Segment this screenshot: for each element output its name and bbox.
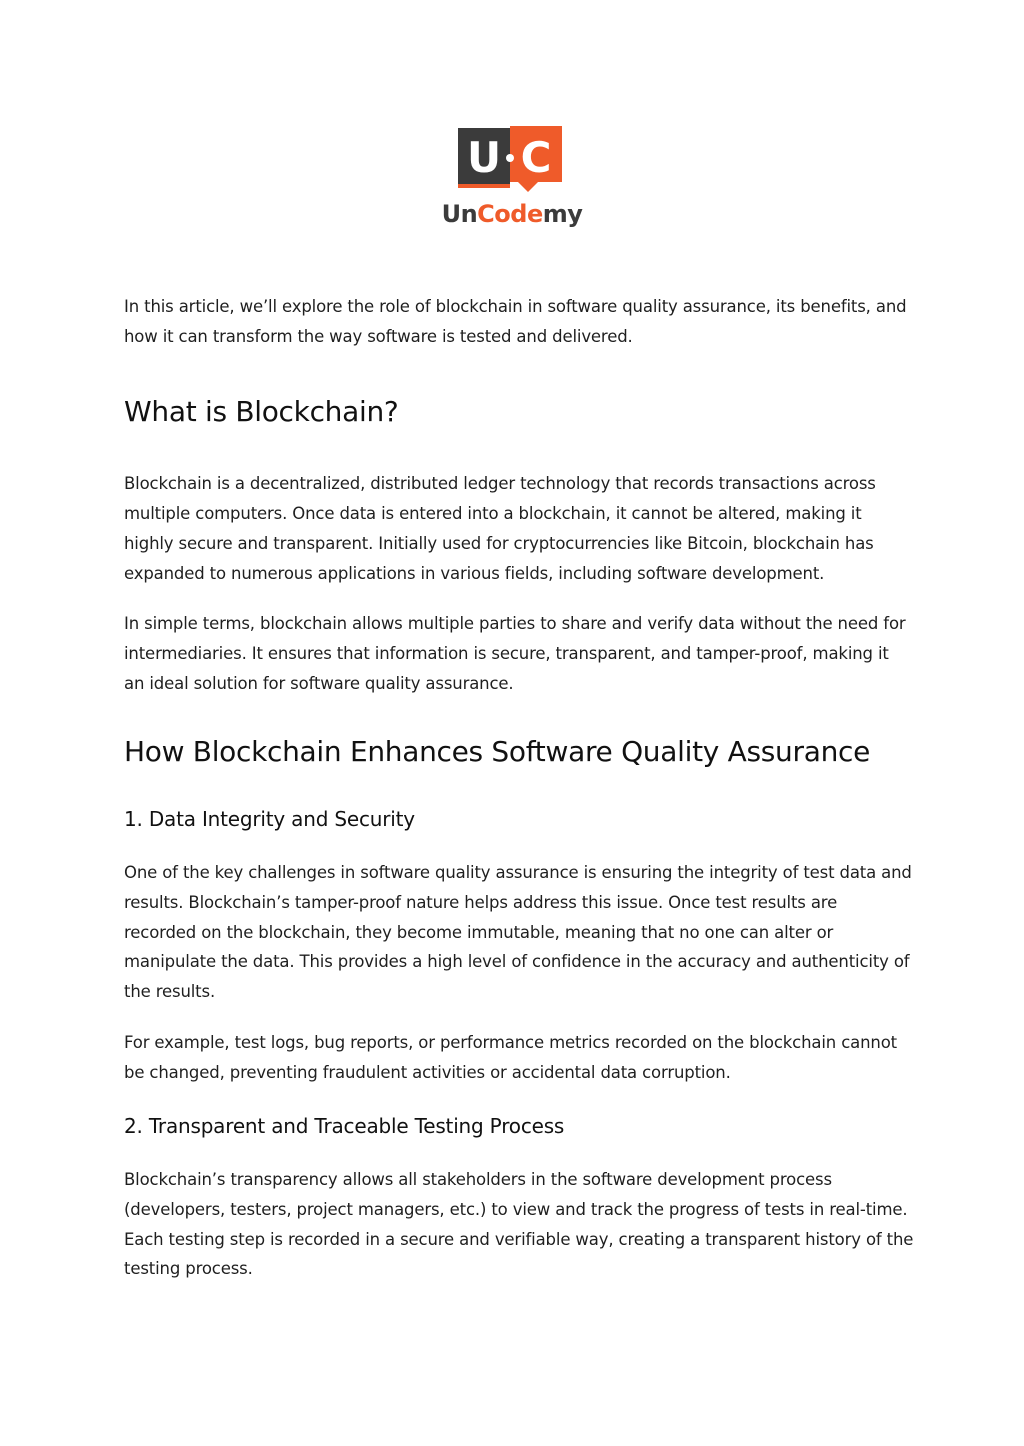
data-integrity-paragraph-2: For example, test logs, bug reports, or performance metrics recorded on the blockchain cannot be changed, preventing fraudulent activities or accidental data corruption.: [124, 1032, 897, 1082]
subheading-transparent-testing: 2. Transparent and Traceable Testing Process: [124, 1114, 565, 1139]
subheading-data-integrity: 1. Data Integrity and Security: [124, 807, 415, 832]
what-paragraph-2: In simple terms, blockchain allows multiple parties to share and verify data without the need for intermediaries. It ensures that information is secure, transparent, and tamper-proof, making it an ideal solution for software quality assurance.: [124, 614, 906, 693]
data-integrity-paragraph-1: One of the key challenges in software quality assurance is ensuring the integrity of test data and results. Blockchain’s tamper-proof nature helps address this issue. Once test results are recorded on the blockchain, they become immutable, meaning that no one can alter or manipulate the data. This provides a high level of confidence in the accuracy and authenticity of the results.: [124, 863, 912, 1002]
logo-wordmark-un: Un: [441, 200, 478, 228]
logo-wordmark-code: Code: [477, 200, 543, 228]
logo-mark-right: C: [520, 133, 552, 182]
transparent-testing-paragraph-1: Blockchain’s transparency allows all stakeholders in the software development process (developers, testers, project managers, etc.) to view and track the progress of tests in real-time. Each testing step is recorded in a secure and verifiable way, creating a transparent history of the testing process.: [124, 1170, 914, 1279]
heading-what-is-blockchain: What is Blockchain?: [124, 395, 399, 429]
logo-wordmark: [442, 200, 584, 228]
logo-base-line: [458, 184, 510, 188]
article-body: [124, 292, 914, 1284]
uncodemy-logo: [420, 122, 604, 232]
logo-wordmark-my: my: [542, 200, 583, 228]
uncodemy-logo-icon: [420, 122, 604, 232]
logo-mark-left: U: [466, 133, 502, 182]
heading-how-blockchain-enhances: How Blockchain Enhances Software Quality Assurance: [124, 735, 871, 769]
logo-dot: [506, 154, 514, 162]
what-paragraph-1: Blockchain is a decentralized, distributed ledger technology that records transactions across multiple computers. Once data is entered into a blockchain, it cannot be altered, making it highly secure and transparent. Initially used for cryptocurrencies like Bitcoin, blockchain has expanded to numerous applications in various fields, including software development.: [124, 474, 876, 583]
intro-paragraph: In this article, we’ll explore the role of blockchain in software quality assurance, its benefits, and how it can transform the way software is tested and delivered.: [124, 297, 907, 346]
